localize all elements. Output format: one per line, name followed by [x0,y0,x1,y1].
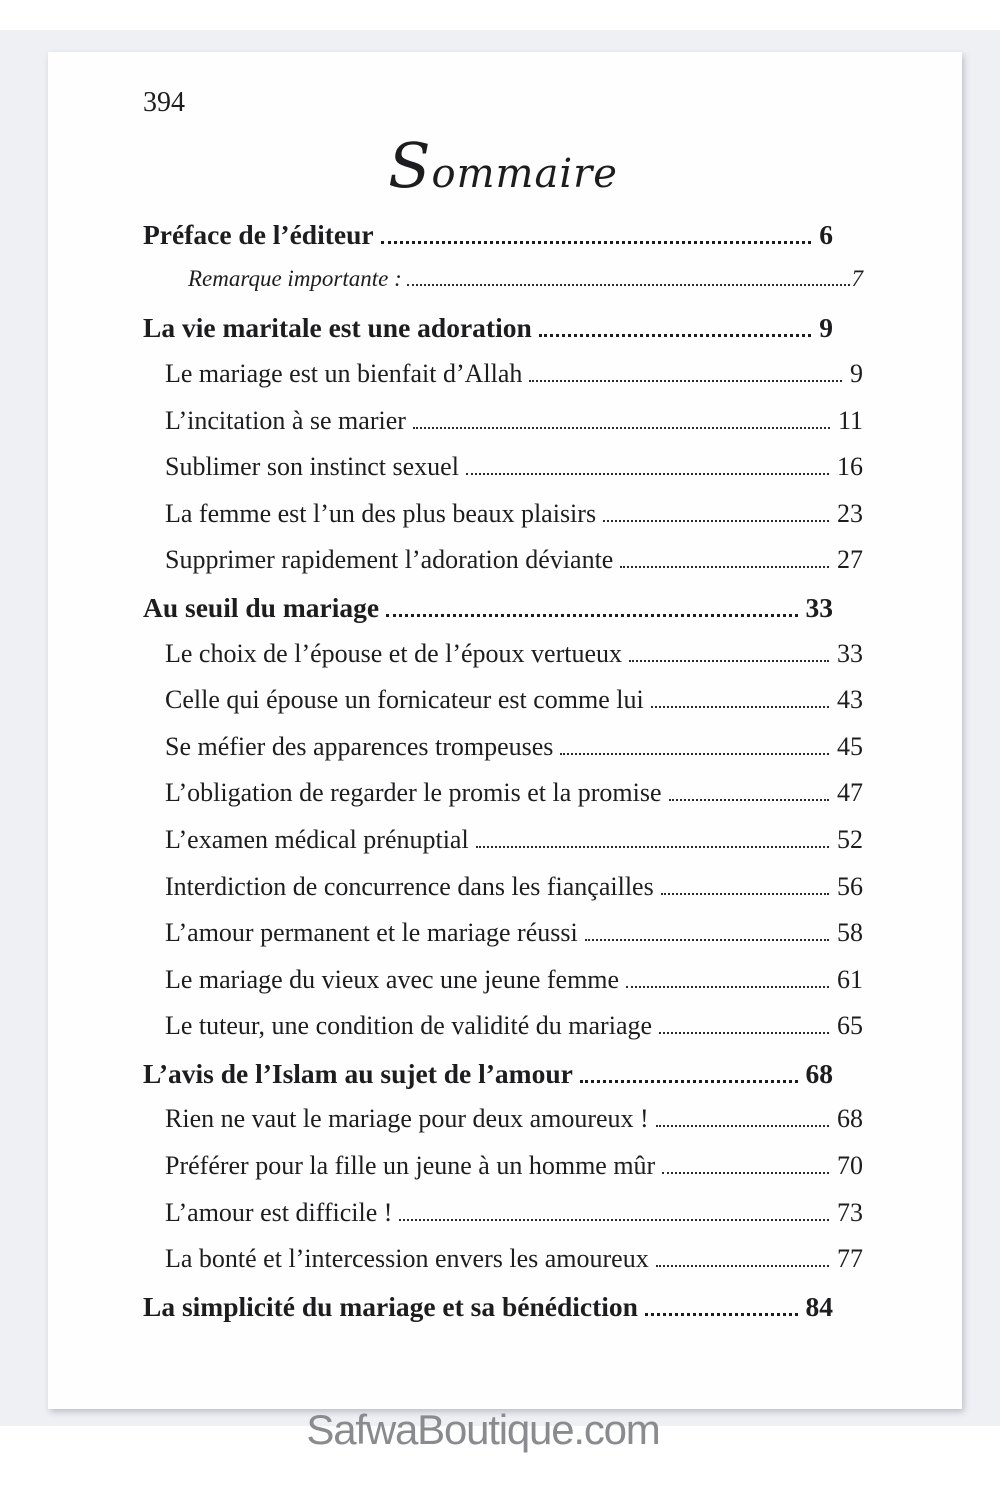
dot-leader [645,1313,798,1316]
toc-entry-page: 65 [837,1011,863,1041]
toc-entry-page: 11 [837,405,863,435]
dot-leader [669,799,829,801]
dot-leader [651,706,829,708]
toc-entry-label: L’examen médical prénuptial [165,824,469,854]
page-number: 394 [143,87,185,118]
toc-entry-label: Interdiction de concurrence dans les fiançailles [165,871,654,901]
toc-entry [143,860,863,907]
dot-leader [539,334,811,337]
toc-entry-label: La bonté et l’intercession envers les amoureux [165,1244,649,1274]
toc-entry [143,580,863,627]
toc-entry-page: 33 [805,591,833,623]
dot-leader [580,1080,798,1083]
page-content [48,52,962,1409]
dot-leader [407,284,850,286]
toc-entry [143,1046,863,1093]
toc-entry-page: 9 [819,312,833,344]
toc-entry [143,1092,863,1139]
toc-entry-label: La femme est l’un des plus beaux plaisirs [165,498,597,528]
toc-entry-label: L’obligation de regarder le promis et la promise [165,778,662,808]
dot-leader [659,1032,829,1034]
dot-leader [413,427,830,429]
toc-entry-label: L’avis de l’Islam au sujet de l’amour [143,1057,573,1089]
toc-list [143,207,863,1325]
dot-leader [656,1265,829,1267]
dot-leader [629,660,829,662]
toc-entry [143,953,863,1000]
toc-entry [143,766,863,813]
toc-entry-label: La simplicité du mariage et sa bénédiction [143,1290,638,1322]
toc-entry-page: 6 [819,219,833,251]
dot-leader [662,1172,829,1174]
dot-leader [656,1125,829,1127]
toc-entry [143,813,863,860]
toc-entry-page: 68 [805,1057,833,1089]
dot-leader [603,520,829,522]
toc-entry [143,254,863,301]
toc-entry-label: Supprimer rapidement l’adoration déviante [165,545,614,575]
toc-entry-page: 73 [837,1197,863,1227]
toc-entry-label: Préférer pour la fille un jeune à un homme mûr [165,1151,656,1181]
toc-entry [143,1186,863,1233]
toc-entry-page: 7 [851,265,863,291]
toc-entry-label: Le mariage du vieux avec une jeune femme [165,964,620,994]
toc-entry [143,627,863,674]
toc-entry-page: 45 [837,731,863,761]
toc-entry-label: Se méfier des apparences trompeuses [165,731,554,761]
dot-leader [381,241,812,244]
dot-leader [620,566,829,568]
watermark-text: SafwaBoutique.com [306,1406,660,1453]
toc-entry-page: 23 [837,498,863,528]
toc-entry-page: 77 [837,1244,863,1274]
toc-entry-label: L’amour est difficile ! [165,1197,393,1227]
toc-entry-label: Le tuteur, une condition de validité du mariage [165,1011,653,1041]
dot-leader [476,846,829,848]
dot-leader [466,473,829,475]
toc-entry [143,300,863,347]
toc-entry [143,1232,863,1279]
toc-entry-label: Le choix de l’épouse et de l’époux vertueux [165,638,622,668]
toc-entry-label: Remarque importante : [188,265,402,291]
toc-entry-label: Rien ne vaut le mariage pour deux amoureux ! [165,1104,649,1134]
toc-entry [143,347,863,394]
toc-entry-label: La vie maritale est une adoration [143,312,532,344]
book-page [48,52,962,1409]
toc-entry-label: Le mariage est un bienfait d’Allah [165,358,523,388]
toc-entry [143,673,863,720]
toc-entry [143,533,863,580]
toc-entry-page: 58 [837,918,863,948]
toc-entry-page: 68 [837,1104,863,1134]
toc-entry [143,440,863,487]
toc-entry [143,1279,863,1326]
toc-entry-label: Celle qui épouse un fornicateur est comme lui [165,685,644,715]
toc-entry [143,487,863,534]
toc-entry-page: 9 [850,358,863,388]
toc-entry [143,394,863,441]
dot-leader [626,986,829,988]
toc-entry-label: L’amour permanent et le mariage réussi [165,918,578,948]
toc-entry [143,999,863,1046]
toc-entry-page: 70 [837,1151,863,1181]
toc-entry [143,720,863,767]
toc-entry-label: Préface de l’éditeur [143,219,374,251]
toc-entry-page: 61 [837,964,863,994]
dot-leader [386,614,797,617]
toc-entry-page: 52 [837,824,863,854]
dot-leader [661,893,829,895]
dot-leader [560,753,829,755]
toc-entry-page: 84 [805,1290,833,1322]
toc-entry [143,207,863,254]
toc-entry-page: 16 [837,452,863,482]
toc-entry [143,1139,863,1186]
toc-entry-label: Sublimer son instinct sexuel [165,452,459,482]
toc-entry-page: 33 [837,638,863,668]
toc-entry-page: 47 [837,778,863,808]
toc-entry-page: 43 [837,685,863,715]
toc-entry-label: L’incitation à se marier [165,405,406,435]
toc-entry-label: Au seuil du mariage [143,591,380,623]
toc-entry [143,906,863,953]
page-title: Sommaire [388,128,618,202]
dot-leader [399,1219,829,1221]
toc-entry-page: 56 [837,871,863,901]
dot-leader [529,380,842,382]
toc-entry-page: 27 [837,545,863,575]
dot-leader [585,939,829,941]
